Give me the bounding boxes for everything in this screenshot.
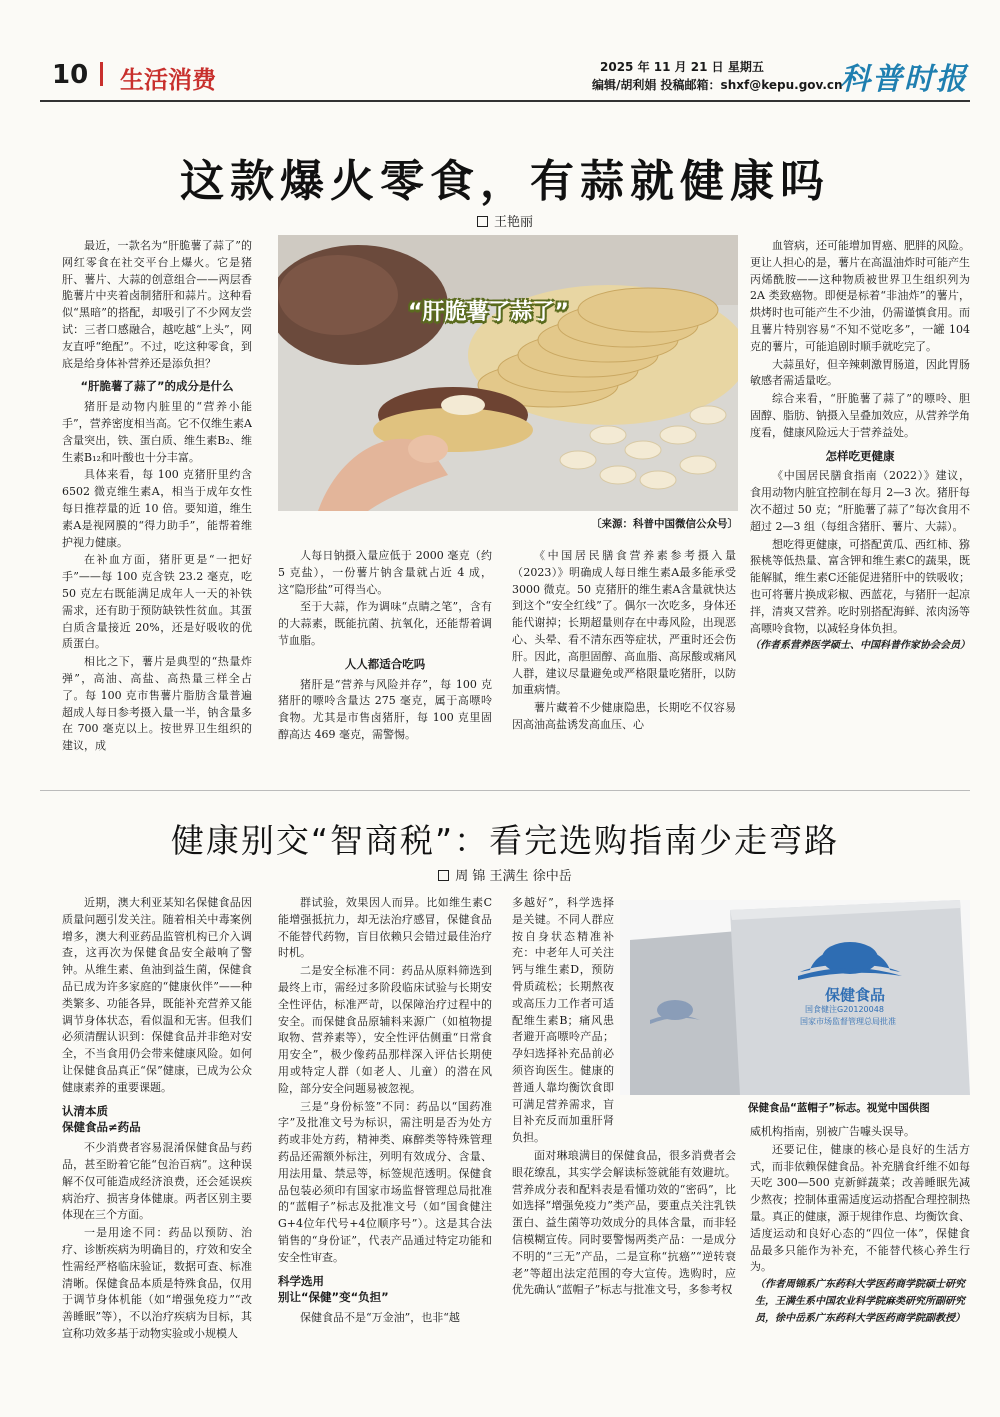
subheading (278, 1273, 492, 1307)
article2-column-2 (278, 895, 492, 1375)
paragraph: 人每日钠摄入量应低于 2000 毫克（约 5 克盐），一份薯片钠含量就占近 4 成，这“隐形盐”可得当心。 (278, 549, 492, 596)
paragraph: 二是安全标准不同：药品从原料筛选到最终上市，需经过多阶段临床试验与长期安全性评估，标准严苛，以保障治疗过程中的安全。而保健食品原辅料来源广（如植物提取物、营养素等），安全性评估侧重“日常食用安全”，极少像药品那样深入评估长期使用或特定人群（如老人、儿童）的潜在风险，部分安全问题易被忽视。 (278, 964, 492, 1095)
subheading-line-2: 别让“保健”变“负担” (278, 1290, 389, 1305)
editor-email-line: 编辑/胡利娟 投稿邮箱：shxf@kepu.gov.cn (592, 78, 843, 92)
subheading-line-1: 科学选用 (278, 1273, 324, 1288)
page-number: 10 (52, 60, 89, 90)
article2-column-1 (62, 895, 252, 1375)
paragraph: 血管病，还可能增加胃癌、肥胖的风险。更让人担心的是，薯片在高温油炸时可能产生丙烯酰胺——这种物质被世界卫生组织列为 2A 类致癌物。即便是标着“非油炸”的薯片，烘烤时也可能产生不少油，仍需谨慎食用。而且薯片特别容易“不知不觉吃多”，一罐 104 克的薯片，可能追剧时顺手就吃完了。 (750, 239, 970, 353)
paragraph: 还要记住，健康的核心是良好的生活方式，而非依赖保健食品。补充膳食纤维不如每天吃 300—500 克新鲜蔬菜；改善睡眠先减少熬夜；控制体重需适度运动搭配合理控制热量。真正的健康，源于规律作息、均衡饮食、适度运动和良好心态的“四位一体”，保健食品最多只能作为补充，不能替代核心养生行为。 (750, 1142, 970, 1274)
paragraph: 猪肝是“营养与风险并存”，每 100 克猪肝的嘌呤含量达 275 毫克，属于高嘌呤食物。尤其是市售卤猪肝，每 100 克里固醇高达 469 毫克，需警惕。 (278, 677, 492, 741)
paragraph: 至于大蒜，作为调味“点睛之笔”，含有的大蒜素，既能抗菌、抗氧化，还能帮着调节血脂。 (278, 600, 492, 647)
paragraph: 多越好”，科学选择是关键。不同人群应按自身状态精准补充：中老年人可关注钙与维生素D，预防骨质疏松；长期熬夜或高压力工作者可适配维生素B；痛风患者避开高嘌呤产品；孕妇选择补充品前必须咨询医生。健康的普通人靠均衡饮食即可满足营养需求，盲目补充反而加重肝肾负担。 (512, 896, 614, 1145)
paragraph: 综合来看，“肝脆薯了蒜了”的嘌呤、胆固醇、脂肪、钠摄入呈叠加效应，从营养学角度看，健康风险远大于营养益处。 (750, 392, 970, 439)
article1-headline: 这款爆火零食，有蒜就健康吗 (180, 156, 830, 207)
article2-byline (40, 865, 970, 884)
snack-photo (278, 235, 738, 511)
subheading-line-1: 认清本质 (62, 1103, 108, 1118)
article1-column-4 (750, 238, 970, 758)
paragraph: 相比之下，薯片是典型的“热量炸弹”，高油、高盐、高热量三样全占了。每 100 克市售薯片脂肪含量普遍超成人每日参考摄入量一半，钠含量多在 700 毫克以上。按世界卫生组织的建议，成 (62, 655, 252, 753)
article1-column-3 (512, 548, 736, 758)
byline-box-icon (477, 216, 488, 227)
paragraph: 威机构指南，别被广告噱头误导。 (750, 1125, 915, 1138)
paragraph: 具体来看，每 100 克猪肝里约含 6502 微克维生素A，相当于成年女性每日推荐量的近 10 倍。要知道，维生素A是视网膜的“得力助手”，能帮着维护视力健康。 (62, 468, 252, 549)
article1-column-2 (278, 548, 492, 758)
masthead-rule (40, 100, 970, 102)
masthead (40, 52, 970, 98)
paragraph: 在补血方面，猪肝更是“一把好手”——每 100 克含铁 23.2 毫克，吃 50 克左右既能满足成年人一天的补铁需求，还有助于预防缺铁性贫血。其蛋白质含量接近 20%，还是好吸收的优质蛋白。 (62, 553, 252, 651)
blue-hat-caption: 保健食品“蓝帽子”标志。视觉中国供图 (748, 1102, 930, 1114)
paragraph: 大蒜虽好，但辛辣刺激胃肠道，因此胃肠敏感者需适量吃。 (750, 357, 970, 388)
snack-photo-illustration (278, 235, 738, 511)
subheading (62, 1103, 252, 1137)
article1-column-1 (62, 238, 252, 758)
subheading: 怎样吃更健康 (825, 448, 895, 463)
paragraph: 猪肝是动物内脏里的“营养小能手”，营养密度相当高。它不仅维生素A含量突出，铁、蛋白质、维生素B₂、维生素B₁₂和叶酸也十分丰富。 (62, 400, 252, 464)
paragraph: 不少消费者容易混淆保健食品与药品，甚至盼着它能“包治百病”。这种误解不仅可能造成经济浪费，还会延误疾病治疗、损害身体健康。两者区别主要体现在三个方面。 (62, 1141, 252, 1222)
photo-product-label: “肝脆薯了蒜了” (408, 300, 569, 325)
section-name: 生活消费 (120, 66, 216, 94)
health-food-boxes-illustration (620, 900, 970, 1095)
blue-hat-photo (620, 900, 970, 1095)
subheading: 人人都适合吃吗 (344, 656, 426, 671)
article2-authors: 周 锦 王满生 徐中岳 (455, 869, 572, 884)
article2-headline: 健康别交“智商税”：看完选购指南少走弯路 (170, 821, 840, 860)
paragraph: 《中国居民膳食营养素参考摄入量（2023）》明确成人每日维生素A最多能承受 3000 微克。50 克猪肝的维生素A含量就快达到这个“安全红线”了。偶尔一次吃多，身体还能代谢掉；长期超量则存在中毒风险，出现恶心、头晕、看不清东西等症状，严重时还会伤肝。因此，高胆固醇、高血脂、高尿酸或痛风人群，建议尽量避免或严格限量吃猪肝，以防加重病情。 (512, 549, 736, 697)
paragraph: 想吃得更健康，可搭配黄瓜、西红柿、猕猴桃等低热量、富含钾和维生素C的蔬果，既能解腻，维生素C还能促进猪肝中的铁吸收；也可将薯片换成彩椒、西蓝花，与猪肝一起凉拌，清爽又营养。吃时别搭配海鲜、浓肉汤等高嘌呤食物，以减轻身体负担。 (750, 537, 970, 635)
newspaper-logo: 科普时报 (840, 62, 968, 97)
paragraph: 三是“身份标签”不同：药品以“国药准字”及批准文号为标识，需注明是否为处方药或非处方药，精神类、麻醉类等特殊管理药品还需额外标注，列明有效成分、含量、用法用量、禁忌等，标签规范透明。保健食品包装必须印有国家市场监督管理总局批准的“蓝帽子”标志及批准文号（如“国食健注G+4位年代号+4位顺序号”）。这是其合法销售的“身份证”，代表产品通过特定功能和安全性审查。 (278, 1099, 492, 1264)
paragraph: 一是用途不同：药品以预防、治疗、诊断疾病为明确目的，疗效和安全性需经严格临床验证，数据可查、标准清晰。保健食品本质是特殊食品，仅用于调节身体机能（如“增强免疫力”“改善睡眠”等），不以治疗疾病为目标，其宣称功效多基于动物实验或小规模人 (62, 1226, 252, 1340)
badge-authority: 国家市场监督管理总局批准 (800, 1017, 896, 1026)
author-note: （作者系营养医学硕士、中国科普作家协会会员） (750, 640, 970, 652)
paragraph: 薯片藏着不少健康隐患，长期吃不仅容易因高油高盐诱发高血压、心 (512, 701, 736, 731)
article1-byline (40, 211, 970, 230)
paragraph: 群试验，效果因人而异。比如维生素C能增强抵抗力，却无法治疗感冒，保健食品不能替代药物，盲目依赖只会错过最佳治疗时机。 (278, 896, 492, 960)
byline-box-icon (438, 870, 449, 881)
paragraph: 保健食品不是“万金油”，也非“越 (300, 1311, 460, 1325)
paragraph: 《中国居民膳食指南（2022）》建议，食用动物内脏宜控制在每月 2—3 次。猪肝每次不超过 50 克；“肝脆薯了蒜了”每次食用不超过 2—3 组（每组含猪肝、薯片、大蒜）。 (750, 469, 970, 533)
badge-title: 保健食品 (825, 986, 886, 1004)
paragraph: 最近，一款名为“肝脆薯了蒜了”的网红零食在社交平台上爆火。它是猪肝、薯片、大蒜的创意组合——两层香脆薯片中夹着卤制猪肝和蒜片。这种看似“黑暗”的搭配，却吸引了不少网友尝试：三者口感融合，越吃越“上头”，网友直呼“绝配”。不过，吃这种零食，到底是给身体补营养还是添负担？ (62, 239, 252, 370)
article2-column-4 (750, 1124, 970, 1379)
photo-caption: 〔来源：科普中国微信公众号〕 (591, 518, 738, 530)
masthead-separator (100, 62, 103, 86)
badge-approval-number: 国食健注G20120048 (805, 1005, 884, 1014)
paragraph: 面对琳琅满目的保健食品，很多消费者会眼花缭乱，其实学会解读标签就能有效避坑。营养成分表和配料表是看懂功效的“密码”，比如选择“增强免疫力”类产品，要重点关注乳铁蛋白、益生菌等功效成分的具体含量，而非轻信模糊宣传。同时要警惕两类产品：一是成分不明的“三无”产品，二是宣称“抗癌”“逆转衰老”等超出法定范围的夸大宣传。选购时，应优先确认“蓝帽子”标志与批准文号，多参考权 (512, 1148, 736, 1297)
author-note: （作者周锦系广东药科大学医药商学院硕士研究生，王满生系中国农业科学院麻类研究所副研究员，徐中岳系广东药科大学医药商学院副教授） (755, 1279, 965, 1324)
issue-date: 2025 年 11 月 21 日 星期五 (600, 60, 764, 74)
article1-author: 王艳丽 (493, 215, 533, 230)
paragraph: 近期，澳大利亚某知名保健食品因质量问题引发关注。随着相关中毒案例增多，澳大利亚药品监管机构已介入调查，这再次为保健食品安全敲响了警钟。从维生素、鱼油到益生菌，保健食品已成为许多家庭的“健康伙伴”——种类繁多、功能各异，既能补充营养又能调节身体状态，看似温和无害。但我们必须清醒认识到：保健食品并非绝对安全，不当食用仍会带来健康风险。如何让保健食品真正“保”健康，已成为公众健康素养的重要课题。 (62, 896, 252, 1094)
subheading: “肝脆薯了蒜了”的成分是什么 (80, 379, 234, 394)
article-divider (40, 790, 970, 791)
subheading-line-2: 保健食品≠药品 (62, 1120, 141, 1135)
